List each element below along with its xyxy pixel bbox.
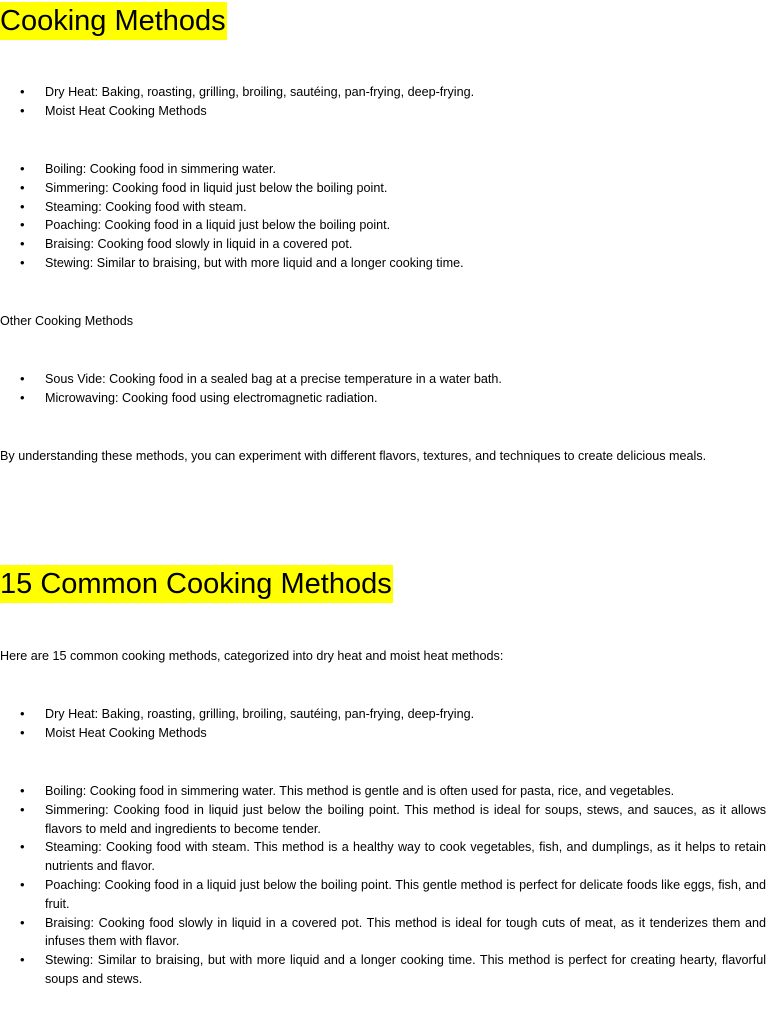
list-item: • Boiling: Cooking food in simmering water. <box>0 160 766 179</box>
bullet-list <box>0 370 766 408</box>
list-item: • Poaching: Cooking food in a liquid just below the boiling point. <box>0 216 766 235</box>
list-item: • Dry Heat: Baking, roasting, grilling, broiling, sautéing, pan-frying, deep-frying. <box>0 705 766 724</box>
list-item: • Steaming: Cooking food with steam. <box>0 198 766 217</box>
list-item: • Braising: Cooking food slowly in liquid in a covered pot. This method is ideal for tough cuts of meat, as it tenderizes them and infuses them with flavor. <box>0 914 766 952</box>
list-item: • Sous Vide: Cooking food in a sealed bag at a precise temperature in a water bath. <box>0 370 766 389</box>
section-title-15-common-cooking-methods: 15 Common Cooking Methods <box>0 565 393 603</box>
list-item: • Stewing: Similar to braising, but with more liquid and a longer cooking time. This method is perfect for creating hearty, flavorful soups and stews. <box>0 951 766 989</box>
list-item: • Steaming: Cooking food with steam. This method is a healthy way to cook vegetables, fish, and dumplings, as it helps to retain nutrients and flavor. <box>0 838 766 876</box>
bullet-list <box>0 705 766 743</box>
intro-paragraph: Here are 15 common cooking methods, categorized into dry heat and moist heat methods: <box>0 649 504 663</box>
list-item: • Moist Heat Cooking Methods <box>0 102 766 121</box>
list-item: • Boiling: Cooking food in simmering water. This method is gentle and is often used for pasta, rice, and vegetables. <box>0 782 766 801</box>
bullet-list <box>0 160 766 273</box>
list-item: • Moist Heat Cooking Methods <box>0 724 766 743</box>
list-item: • Braising: Cooking food slowly in liquid in a covered pot. <box>0 235 766 254</box>
section-title-cooking-methods: Cooking Methods <box>0 2 227 40</box>
bullet-list <box>0 782 766 989</box>
list-item: • Poaching: Cooking food in a liquid just below the boiling point. This gentle method is perfect for delicate foods like eggs, fish, and fruit. <box>0 876 766 914</box>
list-item: • Simmering: Cooking food in liquid just below the boiling point. <box>0 179 766 198</box>
bullet-list <box>0 83 766 121</box>
list-item: • Stewing: Similar to braising, but with more liquid and a longer cooking time. <box>0 254 766 273</box>
closing-paragraph: By understanding these methods, you can experiment with different flavors, textures, and techniques to create delicious meals. <box>0 449 707 463</box>
list-item: • Simmering: Cooking food in liquid just below the boiling point. This method is ideal for soups, stews, and sauces, as it allows flavors to meld and ingredients to become tender. <box>0 801 766 839</box>
subheading-other-cooking-methods: Other Cooking Methods <box>0 314 134 328</box>
list-item: • Microwaving: Cooking food using electromagnetic radiation. <box>0 389 766 408</box>
list-item: • Dry Heat: Baking, roasting, grilling, broiling, sautéing, pan-frying, deep-frying. <box>0 83 766 102</box>
